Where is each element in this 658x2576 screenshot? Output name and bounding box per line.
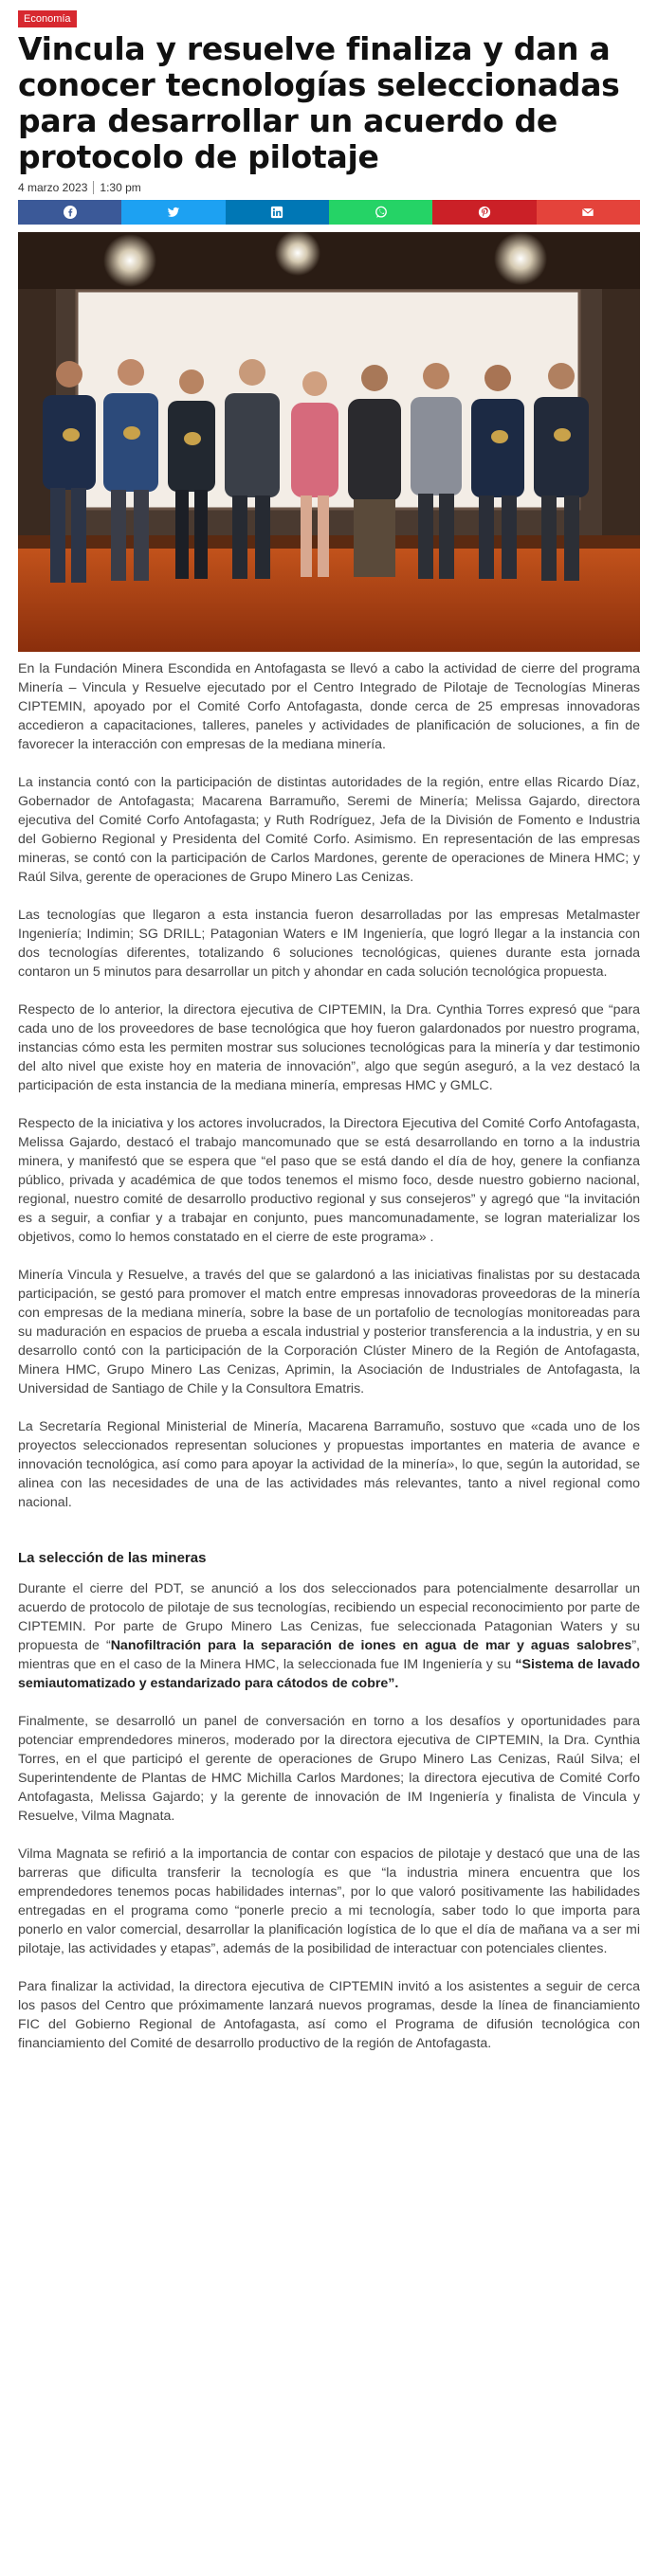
selection-bold-1: Nanofiltración para la separación de iones en agua de mar y aguas salobres xyxy=(110,1638,632,1653)
selection-text: Durante el cierre del PDT, se anunció a los dos seleccionados para potencialmente desarrollar un acuerdo de protocolo de pilotaje de sus tecnologías, recibiendo un especial reconocimiento por parte de CIPTEMIN. Por parte de Grupo Minero Las Cenizas, fue seleccionada Patagonian Waters y su propuesta de “ xyxy=(18,1581,640,1653)
paragraph: Para finalizar la actividad, la directora ejecutiva de CIPTEMIN invitó a los asistentes a seguir de cerca los pasos del Centro que próximamente lanzará nuevos programas, desde la línea de financiamiento FIC del Gobierno Regional de Antofagasta, así como el Programa de difusión tecnológica con financiamiento del Comité de desarrollo productivo de la región de Antofagasta. xyxy=(18,1979,640,2051)
share-bar xyxy=(18,200,640,225)
article-meta xyxy=(18,181,640,194)
paragraph: En la Fundación Minera Escondida en Antofagasta se llevó a cabo la actividad de cierre del programa Minería – Vincula y Resuelve ejecutado por el Centro Integrado de Pilotaje de Tecnologías Mineras CIPTEMIN, apoyado por el Comité Corfo Antofagasta, donde cerca de 25 empresas innovadoras accedieron a capacitaciones, talleres, paneles y actividades de planificación de soluciones, a fin de favorecer la interacción con empresas de la mediana minería. xyxy=(18,661,640,752)
share-email-button[interactable] xyxy=(537,200,640,225)
share-pinterest-button[interactable] xyxy=(432,200,536,225)
facebook-icon xyxy=(64,206,77,219)
article-photo xyxy=(18,232,640,652)
paragraph: Vilma Magnata se refirió a la importancia de contar con espacios de pilotaje y destacó que una de las barreras que dificulta transferir la tecnología es que “la industria minera encuentra que los emprendedores tenemos pocas habilidades internas”, por lo que valoró positivamente las habilidades entregadas en el programa como “ponerle precio a mi tecnología, saber todo lo que importa para ponerlo en valor comercial, desarrollar la planificación logística de lo que el día de mañana va a ser mi pilotaje, las actividades y etapas”, además de la posibilidad de interactuar con potenciales clientes. xyxy=(18,1846,640,1956)
paragraph: La instancia contó con la participación de distintas autoridades de la región, entre ellas Ricardo Díaz, Gobernador de Antofagasta; Macarena Barramuño, Seremi de Minería; Melissa Gajardo, directora ejecutiva del Comité Corfo Antofagasta; y Ruth Rodríguez, Jefa de la División de Fomento e Industria del Gobierno Regional y Presidenta del Comité Corfo. Asimismo. En representación de las empresas mineras, se contó con la participación de Carlos Mardones, gerente de operaciones de Minera HMC; y Raúl Silva, gerente de operaciones de Grupo Minero Las Cenizas. xyxy=(18,775,640,885)
whatsapp-icon xyxy=(375,206,388,219)
article-date: 4 marzo 2023 xyxy=(18,181,88,194)
share-facebook-button[interactable] xyxy=(18,200,121,225)
linkedin-icon xyxy=(270,206,283,219)
twitter-icon xyxy=(167,206,180,219)
selection-bold-2: “Sistema de lavado semiautomatizado y estandarizado para cátodos de cobre”. xyxy=(18,1657,640,1691)
pinterest-icon xyxy=(478,206,491,219)
paragraph: Finalmente, se desarrolló un panel de conversación en torno a los desafíos y oportunidades para potenciar emprendedores mineros, moderado por la directora ejecutiva de CIPTEMIN, la Dra. Cynthia Torres, en el que participó el gerente de operaciones de Grupo Minero Las Cenizas, Raúl Silva; el Superintendente de Plantas de HMC Michilla Carlos Mardones; la directora ejecutiva de Comité Corfo Antofagasta, Melissa Gajardo; y la gerente de innovación de IM Ingeniería y finalista de Vincula y Resuelve, Vilma Magnata. xyxy=(18,1714,640,1824)
meta-divider xyxy=(93,181,94,194)
article-body xyxy=(18,659,640,2053)
paragraph: Minería Vincula y Resuelve, a través del que se galardonó a las iniciativas finalistas por su destacada participación, se gestó para promover el match entre empresas innovadoras proveedoras de la minería con empresas de la mediana minería, sobre la base de un portafolio de tecnologías monitoreadas para su maduración en espacios de prueba a escala industrial y posterior transferencia a la industria, y en su desarrollo contó con la participación de la Corporación Clúster Minero de la Región de Antofagasta, Minera HMC, Grupo Minero Las Cenizas, Aprimin, la Asociación de Industriales de Antofagasta, la Universidad de Santiago de Chile y la Consultora Ematris. xyxy=(18,1268,640,1396)
article-time: 1:30 pm xyxy=(100,181,141,194)
share-linkedin-button[interactable] xyxy=(226,200,329,225)
paragraph: Respecto de la iniciativa y los actores involucrados, la Directora Ejecutiva del Comité Corfo Antofagasta, Melissa Gajardo, destacó el trabajo mancomunado que se está desarrollando en torno a la industria minera, y manifestó que se espera que “el paso que se está dando el día de hoy, genere la confianza público, privada y académica de que todos tenemos el mismo foco, desde nuestro gobierno nacional, regional, nuestro comité de desarrollo productivo regional y sus consejeros” y agregó que “la invitación es a seguir, a confiar y a trabajar en conjunto, pues mancomunadamente, se logran materializar los objetivos, como lo hemos constatado en el cierre de este programa» . xyxy=(18,1116,640,1245)
share-whatsapp-button[interactable] xyxy=(329,200,432,225)
selection-text: ”, mientras que en el caso de la Minera HMC, la seleccionada fue IM Ingeniería y su xyxy=(18,1638,640,1672)
share-twitter-button[interactable] xyxy=(121,200,225,225)
category-badge[interactable]: Economía xyxy=(18,10,77,27)
paragraph: Las tecnologías que llegaron a esta instancia fueron desarrolladas por las empresas Metalmaster Ingeniería; Indimin; SG DRILL; Patagonian Waters e IM Ingeniería, que logró llegar a la instancia con dos tecnologías diferentes, totalizando 6 soluciones tecnológicas, quienes durante esta jornada contaron un 5 minutos para desarrollar un pitch y ahondar en cada solución tecnológica propuesta. xyxy=(18,908,640,980)
paragraph: La Secretaría Regional Ministerial de Minería, Macarena Barramuño, sostuvo que «cada uno de los proyectos seleccionados representan soluciones y propuestas importantes en materia de avance e innovación tecnológica, así como para apoyar la actividad de la minería», lo que, según la autoridad, se alinea con las necesidades de una de las actividades más relevantes, tanto a nivel regional como nacional. xyxy=(18,1419,640,1510)
article xyxy=(18,0,640,2091)
article-title: Vincula y resuelve finaliza y dan a conocer tecnologías seleccionadas para desarrollar un acuerdo de protocolo de pilotaje xyxy=(18,30,620,175)
selection-paragraph xyxy=(18,1579,640,1693)
email-icon xyxy=(581,206,594,219)
paragraph: Respecto de lo anterior, la directora ejecutiva de CIPTEMIN, la Dra. Cynthia Torres expresó que “para cada uno de los proveedores de base tecnológica que hoy fueron galardonados por nuestro programa, instancias cómo esta les permiten mostrar sus soluciones tecnológicas para la minería y dar testimonio del alto nivel que existe hoy en materia de innovación”, algo que según aseguró, a la vez destacó la participación de esta instancia de la mediana minería, empresas HMC y GMLC. xyxy=(18,1002,640,1093)
section-heading: La selección de las mineras xyxy=(18,1550,207,1566)
